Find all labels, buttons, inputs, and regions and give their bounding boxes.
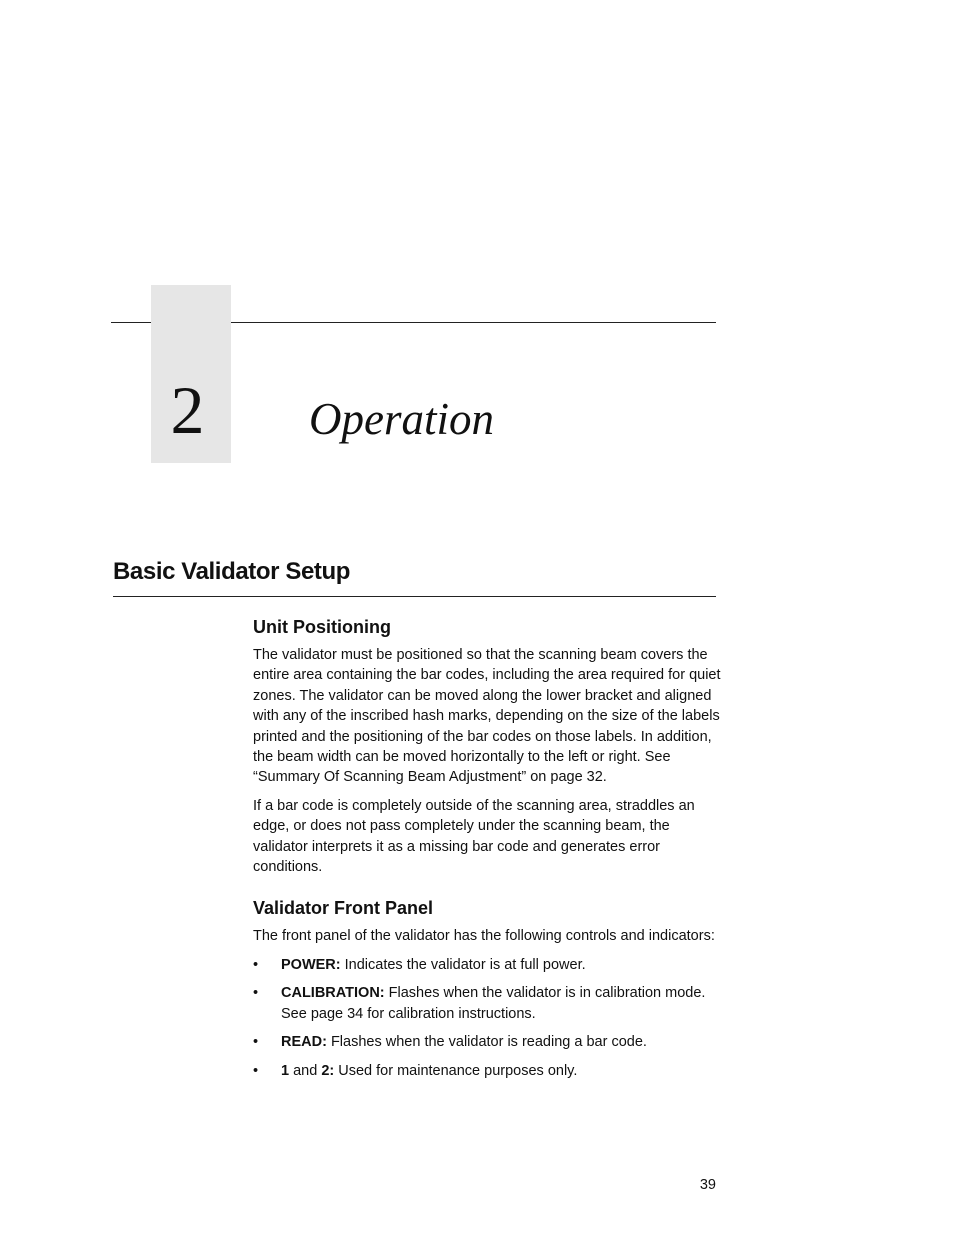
front-panel-heading: Validator Front Panel xyxy=(253,898,434,919)
list-item-term: POWER: xyxy=(281,956,341,973)
chapter-title: Operation xyxy=(309,394,494,444)
list-item-term: CALIBRATION: xyxy=(281,985,385,1002)
bullet-icon: • xyxy=(253,985,259,1002)
page-number: 39 xyxy=(699,1177,716,1193)
unit-positioning-paragraph-1: The validator must be positioned so that the scanning beam covers the entire area containing the bar codes, including the area required for quiet zones. The validator can be moved along the lower bracket and aligned with any of the inscribed hash marks, depending on the size of the labels printed and the positioning of the bar codes on those labels. In addition, the beam width can be moved horizontally to the left or right. See “Summary Of Scanning Beam Adjustment” on page 32. xyxy=(253,647,721,786)
bullet-icon: • xyxy=(253,1062,259,1079)
list-item-text: Indicates the validator is at full power. xyxy=(340,956,586,973)
chapter-rule-right xyxy=(231,322,716,323)
section-title: Basic Validator Setup xyxy=(113,558,351,585)
list-item-power xyxy=(253,955,723,975)
list-item-term-b: 2: xyxy=(321,1062,335,1079)
section-content xyxy=(253,614,723,1089)
list-item-read xyxy=(253,1032,723,1052)
unit-positioning-paragraph-2: If a bar code is completely outside of the scanning area, straddles an edge, or does not pass completely under the scanning beam, the validator interprets it as a missing bar code and generates error conditions. xyxy=(253,797,695,876)
list-item-text: Flashes when the validator is reading a bar code. xyxy=(326,1034,647,1051)
list-item-maintenance xyxy=(253,1061,723,1081)
list-item-calibration xyxy=(253,983,723,1024)
list-item-text: Flashes when the validator is in calibration mode. See page 34 for calibration instructions. xyxy=(281,985,706,1022)
bullet-icon: • xyxy=(253,1034,259,1051)
list-item-joiner: and xyxy=(289,1062,322,1079)
section-rule xyxy=(113,596,716,597)
chapter-rule-left xyxy=(111,322,151,323)
list-item-term-a: 1 xyxy=(281,1062,290,1079)
front-panel-intro: The front panel of the validator has the following controls and indicators: xyxy=(253,928,715,945)
unit-positioning-heading: Unit Positioning xyxy=(253,617,391,637)
list-item-text: Used for maintenance purposes only. xyxy=(334,1062,578,1079)
front-panel-list xyxy=(253,955,723,1081)
chapter-number: 2 xyxy=(170,372,205,448)
list-item-term: READ: xyxy=(281,1034,327,1051)
bullet-icon: • xyxy=(253,956,259,973)
